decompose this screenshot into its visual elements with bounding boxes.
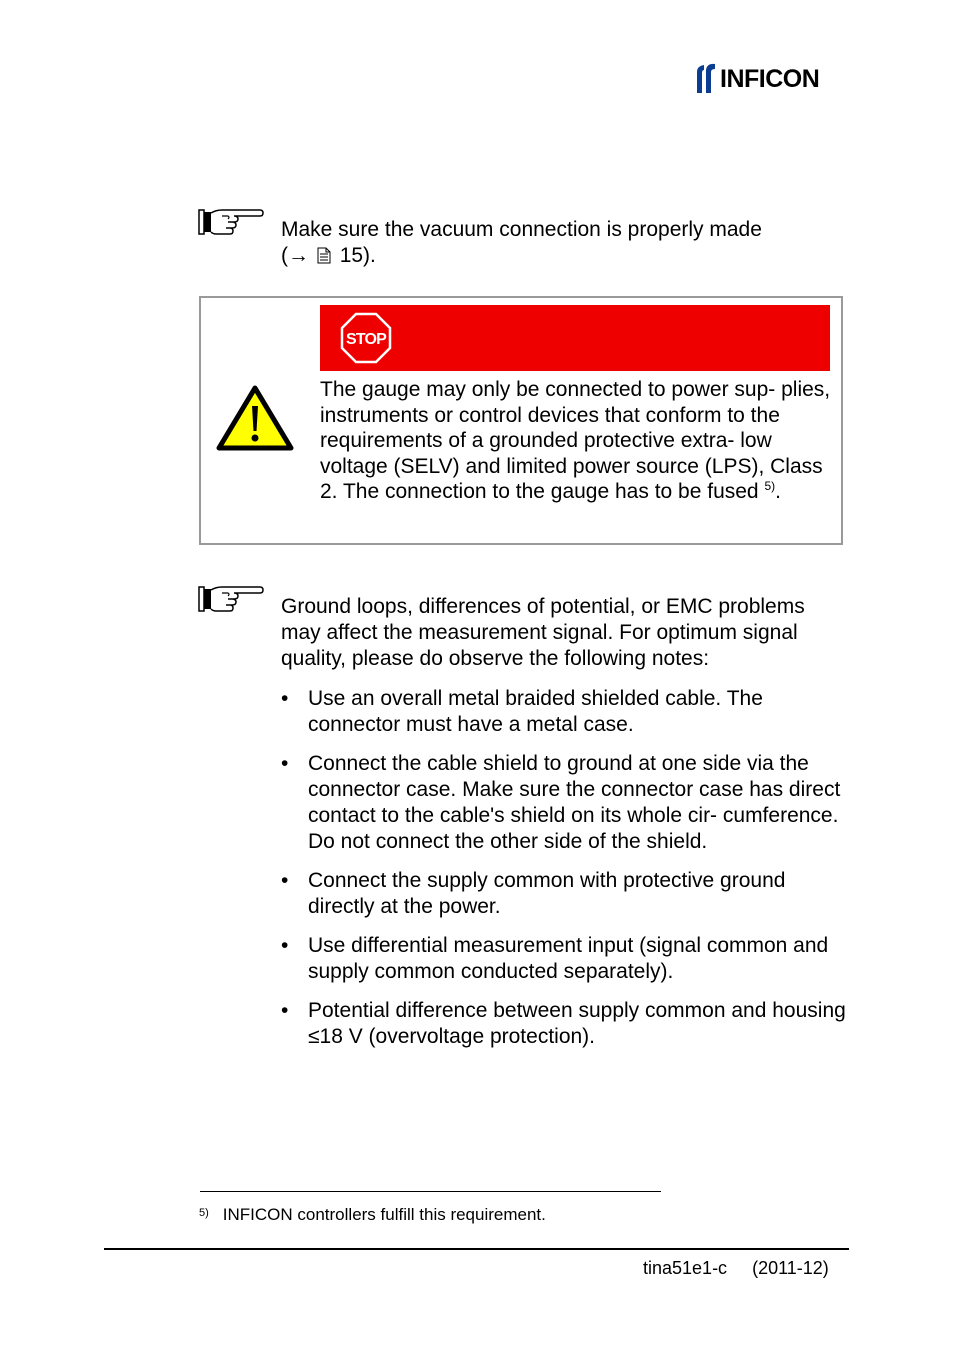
warning-end: . [775, 480, 781, 504]
document-id [643, 1256, 829, 1280]
footnote-reference[interactable]: 5) [764, 479, 776, 494]
list-item: • Use differential measurement input (signal common and supply common conducted separately). [281, 933, 851, 985]
page-icon [317, 247, 331, 264]
vacuum-connection-note [281, 217, 846, 269]
stop-banner [320, 305, 830, 371]
pointing-hand-icon [198, 207, 264, 237]
page-number: 15). [339, 244, 376, 267]
pointing-hand-icon [198, 584, 264, 614]
note-text: Make sure the vacuum connection is properly made [281, 218, 762, 241]
logo-text: INFICON [720, 64, 820, 93]
footnote [199, 1204, 546, 1226]
list-item: • Connect the cable shield to ground at one side via the connector case. Make sure the connector case has direct contact to the cable's shield on its whole cir- cumference. Do not connect the other side of the shield. [281, 751, 851, 855]
doc-id: tina51e1-c [643, 1258, 728, 1278]
reference-arrow: (→ [281, 244, 309, 267]
list-item: • Connect the supply common with protective ground directly at the power. [281, 868, 851, 920]
list-item: • Use an overall metal braided shielded cable. The connector must have a metal case. [281, 686, 851, 738]
warning-triangle-icon [215, 384, 295, 452]
doc-date: (2011-12) [752, 1258, 829, 1278]
footnote-text: INFICON controllers fulfill this requirement. [222, 1205, 546, 1224]
stop-sign-label: STOP [345, 331, 387, 348]
warning-body: The gauge may only be connected to power sup- plies, instruments or control devices that conform to the requirements of a grounded protective extra- low voltage (SELV) and limited power source (LPS), Class 2. The connection to the gauge has to be fused [320, 378, 831, 504]
emc-notes-list [281, 686, 851, 1063]
page-reference[interactable] [281, 243, 846, 269]
emc-note-text: Ground loops, differences of potential, or EMC problems may affect the measurement signal. For optimum signal quality, please do observe the following notes: [281, 595, 805, 670]
footnote-mark: 5) [199, 1207, 209, 1219]
list-item: • Potential difference between supply common and housing ≤18 V (overvoltage protection). [281, 998, 851, 1050]
inficon-logo-mark-icon [694, 62, 718, 96]
footnote-divider [200, 1191, 661, 1192]
stop-warning-box [199, 296, 843, 545]
stop-sign-icon [340, 312, 392, 364]
footer-divider [104, 1248, 849, 1250]
warning-text [320, 377, 835, 505]
inficon-logo [694, 62, 819, 96]
